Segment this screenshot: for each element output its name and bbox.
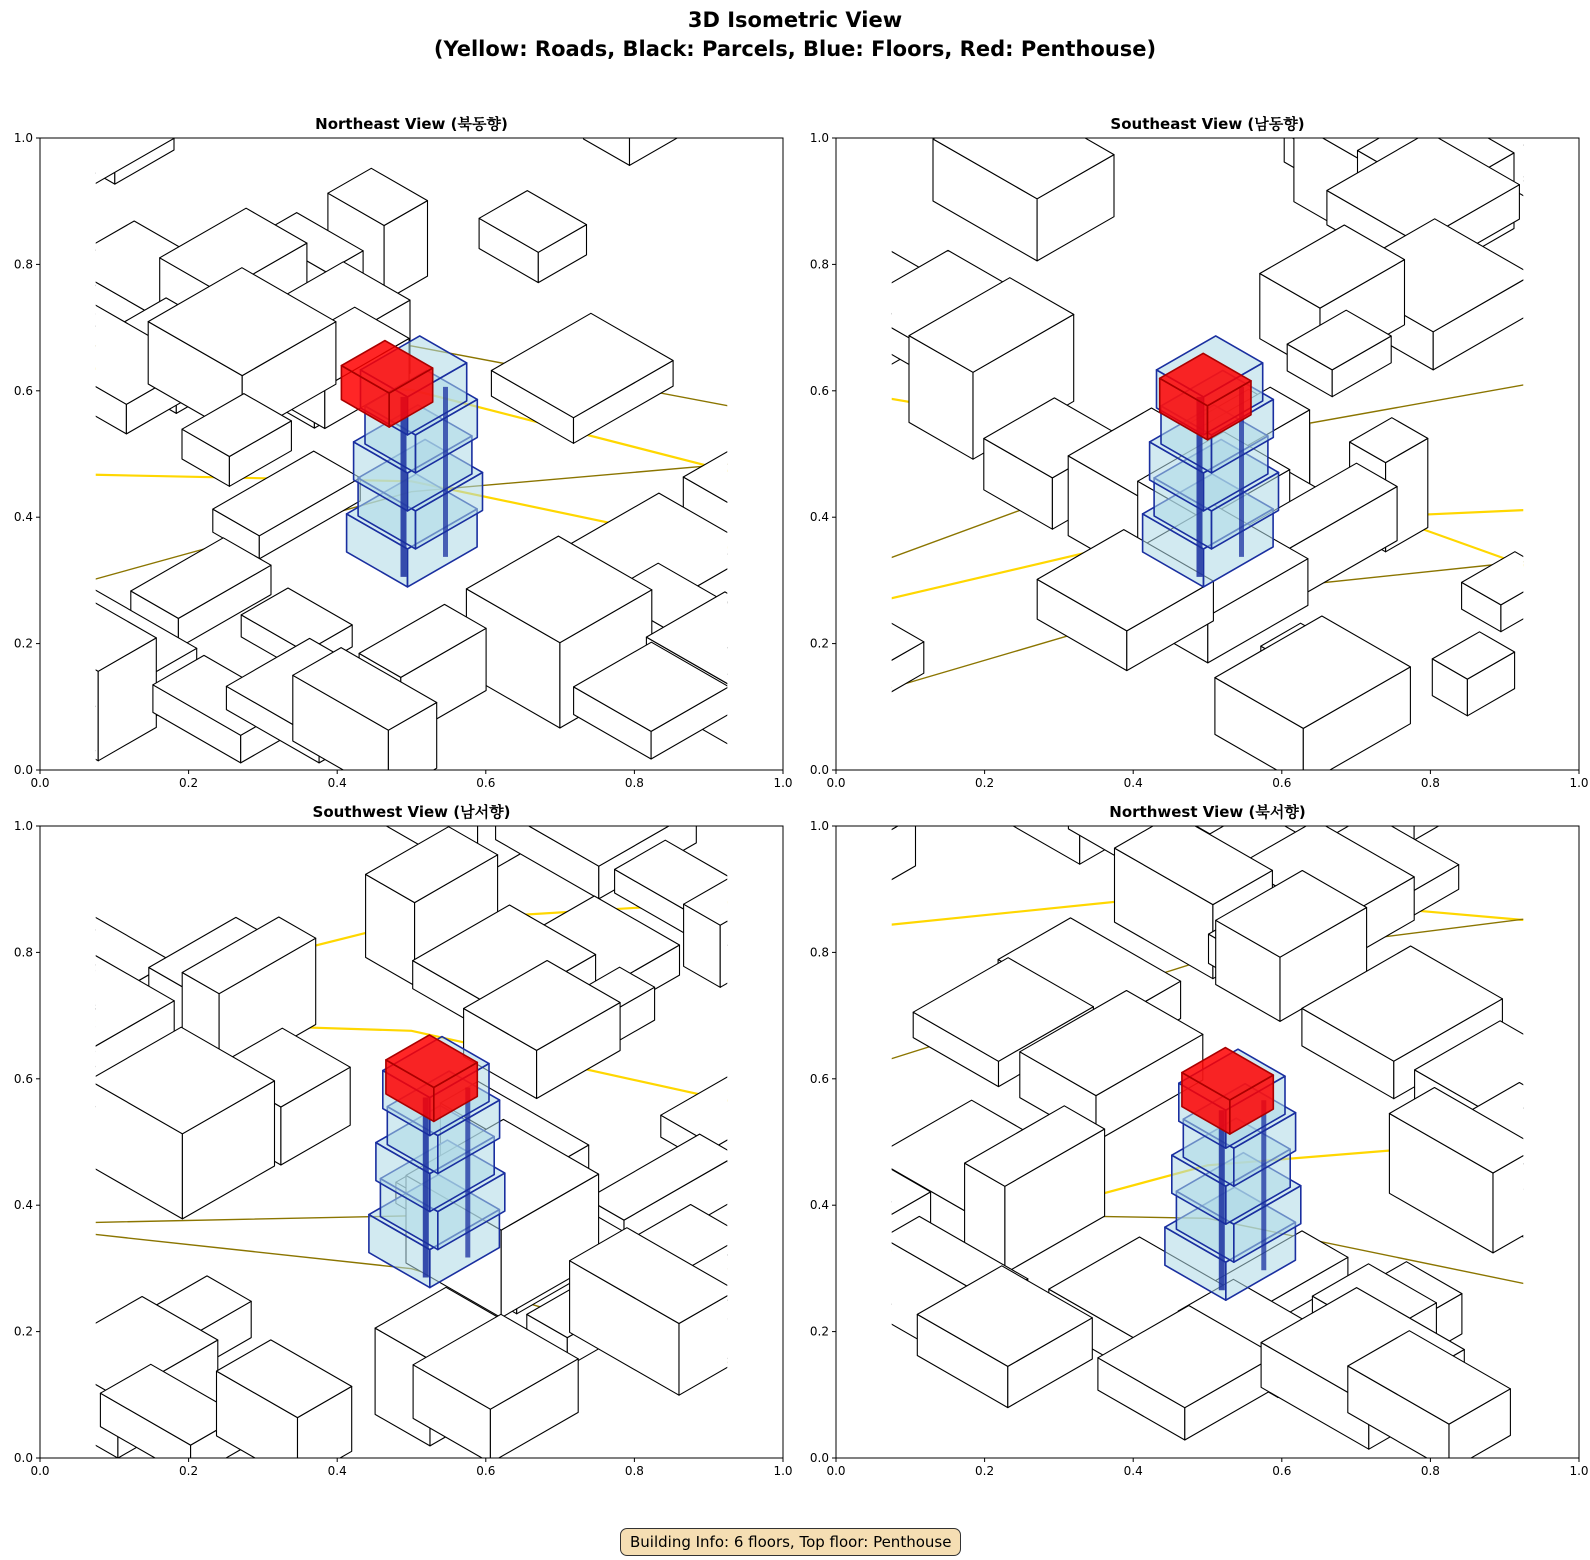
- parcel-block-top-face: [1182, 45, 1300, 113]
- parcel-block-left-face: [410, 1, 488, 124]
- scene-3d: [767, 660, 1590, 1471]
- subplot-1: [0, 0, 828, 796]
- parcel-block: [217, 1340, 352, 1483]
- y-tick-label: 0.0: [809, 763, 829, 777]
- y-tick-label: 0.2: [13, 1324, 33, 1339]
- x-tick-label: 0.6: [1272, 776, 1292, 790]
- y-tick-label: 0.0: [809, 1451, 829, 1465]
- parcel-block-left-face: [810, 620, 886, 695]
- parcel-block-top-face: [767, 751, 915, 836]
- x-tick-label: 0.0: [826, 1464, 846, 1478]
- parcel-block: [933, 95, 1114, 261]
- y-tick-label: 0.8: [809, 945, 829, 960]
- x-tick-label: 0.8: [624, 776, 644, 790]
- y-tick-label: 1.0: [809, 819, 829, 833]
- y-tick-label: 0.4: [13, 1198, 33, 1213]
- parcel-block: [0, 0, 190, 110]
- parcel-block-left-face: [0, 647, 92, 753]
- parcel-block-right-face: [630, 50, 730, 165]
- y-tick-label: 0.8: [13, 257, 33, 272]
- parcel-block-left-face: [956, 719, 1068, 818]
- parcel-block-right-face: [720, 895, 773, 988]
- x-tick-label: 1.0: [773, 1464, 793, 1478]
- parcel-block-top-face: [956, 660, 1172, 784]
- scene-3d: [0, 662, 789, 1482]
- x-tick-label: 1.0: [1569, 776, 1589, 790]
- subplot-4: [767, 660, 1590, 1478]
- y-tick-label: 0.0: [13, 1451, 33, 1465]
- parcel-block-top-face: [1444, 30, 1578, 107]
- y-tick-label: 1.0: [13, 131, 33, 145]
- parcel-block: [1462, 552, 1555, 632]
- y-tick-label: 0.8: [809, 257, 829, 272]
- x-tick-label: 0.2: [975, 776, 995, 790]
- y-tick-label: 0.6: [13, 383, 33, 398]
- x-tick-label: 0.2: [179, 776, 199, 790]
- x-tick-label: 0.4: [327, 776, 347, 790]
- parcel-block-right-face: [877, 65, 937, 123]
- parcel-block-right-face: [136, 0, 221, 115]
- y-tick-label: 0.4: [809, 510, 829, 525]
- x-tick-label: 0.0: [30, 776, 50, 790]
- parcel-block-right-face: [90, 0, 191, 110]
- parcel-block-right-face: [731, 476, 780, 556]
- x-tick-label: 0.4: [327, 1464, 347, 1478]
- parcel-block-right-face: [115, 90, 174, 184]
- x-tick-label: 0.8: [1420, 1464, 1440, 1478]
- parcel-block: [1348, 1331, 1511, 1471]
- parcel-block: [479, 191, 586, 283]
- parcel-block-top-face: [0, 0, 190, 51]
- parcel-block-left-face: [0, 0, 89, 110]
- parcel-block-left-face: [927, 71, 1002, 142]
- y-tick-label: 0.6: [809, 383, 829, 398]
- y-tick-label: 0.4: [13, 510, 33, 525]
- subplot-3: [0, 662, 793, 1482]
- parcels-layer: [767, 660, 1590, 1471]
- parcel-block: [0, 18, 185, 197]
- parcel-block-left-face: [816, 277, 886, 367]
- parcel-block-top-face: [46, 50, 174, 124]
- parcel-block-left-face: [0, 998, 74, 1119]
- parcel-block-top-face: [0, 18, 185, 143]
- subplot-title: Southwest View (남서향): [312, 803, 511, 821]
- y-tick-label: 0.6: [13, 1071, 33, 1086]
- parcel-block-top-face: [64, 0, 220, 46]
- y-tick-label: 0.0: [13, 763, 33, 777]
- y-tick-label: 0.2: [13, 636, 33, 651]
- parcel-block-right-face: [749, 651, 828, 756]
- x-tick-label: 1.0: [1569, 1464, 1589, 1478]
- parcel-block-top-face: [977, 667, 1192, 791]
- parcel-block: [64, 0, 220, 115]
- x-tick-label: 0.6: [476, 776, 496, 790]
- parcel-block-left-face: [977, 732, 1080, 864]
- subplot-2: [788, 15, 1590, 790]
- x-tick-label: 1.0: [773, 776, 793, 790]
- parcel-block: [767, 751, 915, 886]
- x-tick-label: 0.2: [179, 1464, 199, 1478]
- x-tick-label: 0.2: [975, 1464, 995, 1478]
- x-tick-label: 0.6: [1272, 1464, 1292, 1478]
- y-tick-label: 0.8: [13, 945, 33, 960]
- x-tick-label: 0.6: [476, 1464, 496, 1478]
- x-tick-label: 0.8: [624, 1464, 644, 1478]
- x-tick-label: 0.4: [1123, 1464, 1143, 1478]
- parcel-block-left-face: [808, 1167, 891, 1305]
- subplot-title: Northeast View (북동향): [315, 115, 508, 133]
- parcel-block: [410, 0, 590, 123]
- parcel-block-left-face: [0, 81, 74, 196]
- y-tick-label: 1.0: [809, 131, 829, 145]
- parcel-block-top-face: [973, 60, 1098, 132]
- parcel-block-left-face: [584, 81, 630, 165]
- parcel-block: [927, 16, 1098, 142]
- y-tick-label: 0.4: [809, 1198, 829, 1213]
- y-tick-label: 0.6: [809, 1071, 829, 1086]
- y-tick-label: 1.0: [13, 819, 33, 833]
- parcel-block-right-face: [1535, 1131, 1590, 1244]
- parcel-block-top-face: [1458, 72, 1584, 145]
- parcel-block-left-face: [64, 5, 135, 115]
- floors-layer: [1143, 336, 1279, 587]
- parcel-block-right-face: [487, 0, 589, 123]
- parcel-block-right-face: [1517, 72, 1578, 184]
- parcel-block: [1432, 632, 1514, 716]
- subplot-title: Northwest View (북서향): [1109, 803, 1306, 821]
- parcel-block-right-face: [1002, 59, 1098, 141]
- parcel-block: [956, 660, 1172, 819]
- x-tick-label: 0.0: [826, 776, 846, 790]
- figure-title-line1: 3D Isometric View: [687, 8, 903, 32]
- parcel-block-right-face: [1545, 121, 1585, 208]
- floors-layer: [369, 1035, 505, 1288]
- x-tick-label: 0.8: [1420, 776, 1440, 790]
- y-tick-label: 0.2: [809, 1324, 829, 1339]
- floors-layer: [1165, 1048, 1301, 1301]
- parcel-block-right-face: [74, 79, 185, 197]
- subplot-title: Southeast View (남동향): [1110, 115, 1305, 133]
- figure-title-line2: (Yellow: Roads, Black: Parcels, Blue: Floors, Red: Penthouse): [433, 37, 1157, 61]
- x-tick-label: 0.4: [1123, 776, 1143, 790]
- floors-layer: [341, 336, 482, 587]
- parcel-block-top-face: [927, 16, 1098, 114]
- building-info-box: Building Info: 6 floors, Top floor: Penthouse: [620, 1528, 961, 1556]
- parcel-block: [491, 313, 673, 443]
- x-tick-label: 0.0: [30, 1464, 50, 1478]
- parcel-block: [1363, 742, 1498, 840]
- parcel-block-left-face: [0, 944, 95, 1053]
- y-tick-label: 0.2: [809, 636, 829, 651]
